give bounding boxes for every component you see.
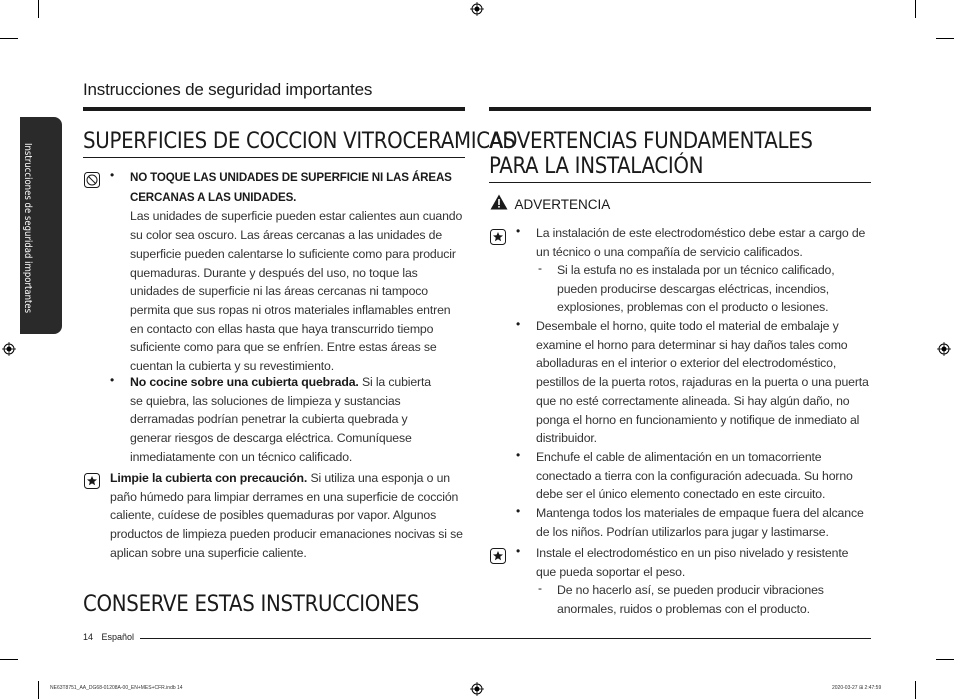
registration-mark-icon: [470, 2, 484, 16]
bullet-glyph: •: [110, 373, 115, 387]
footer-rule: [140, 638, 871, 639]
bullet-glyph: •: [516, 317, 521, 331]
list-item: Mantenga todos los materiales de empaque fuera del alcance de los niños. Podrían utilizarlos para jugar y lastimarse.: [536, 506, 864, 539]
crop-mark: [0, 659, 18, 660]
item-text: Las unidades de superficie pueden estar calientes aun cuando su color sea oscuro. Las áreas cercanas a las unidades de superficie pueden calentarse lo suficiente como para producir quemaduras. Durante y después del uso, no toque las unidades de superficie ni las áreas cercanas ni tampoco permita que sus ropas ni otros materiales inflamables entren en contacto con ellas hasta que haya transcurrido tiempo suficiente como para que se enfríen. Entre estas áreas se cuentan la cubierta y su revestimiento.: [130, 209, 463, 374]
header-rule-left: [83, 107, 465, 111]
list-item: Instale el electrodoméstico en un piso nivelado y resistente que pueda soportar el peso.: [536, 546, 849, 579]
star-note-icon: [490, 229, 506, 245]
bullet-glyph: •: [516, 224, 521, 238]
page-language: Español: [101, 632, 135, 642]
list-item: [130, 373, 440, 467]
crop-mark: [936, 659, 954, 660]
star-note-icon: [490, 548, 506, 564]
warning-label: ADVERTENCIA: [514, 197, 611, 212]
registration-mark-icon: [2, 342, 16, 356]
side-tab: [20, 117, 62, 334]
crop-mark: [915, 681, 916, 699]
right-title-line-1: ADVERTENCIAS FUNDAMENTALES: [489, 129, 813, 154]
caution-note: [110, 469, 466, 563]
sub-list-item: De no hacerlo así, se pueden producir vibraciones anormales, ruidos o problemas con el producto.: [557, 583, 824, 616]
crop-mark: [915, 0, 916, 18]
registration-mark-icon: [937, 342, 951, 356]
dash-glyph: -: [538, 581, 542, 595]
warning-triangle-icon: [490, 194, 508, 215]
conserve-title: CONSERVE ESTAS INSTRUCCIONES: [83, 592, 420, 617]
side-tab-label: Instrucciones de seguridad importantes: [22, 143, 33, 314]
list-item: Enchufe el cable de alimentación en un tomacorriente conectado a tierra con la configuración adecuada. Su horno debe ser el único elemento conectado en este circuito.: [536, 450, 853, 502]
crop-mark: [38, 681, 39, 699]
left-title-rule: [83, 157, 465, 158]
note-text: Si utiliza una esponja o un paño húmedo para limpiar derrames en una superficie de cocción caliente, cuídese de posibles quemaduras por vapor. Algunos productos de limpieza pueden producir emanaciones nocivas si se aplican sobre una superficie caliente.: [110, 471, 463, 560]
bullet-glyph: •: [110, 168, 115, 182]
right-title-line-2: PARA LA INSTALACIÓN: [489, 154, 704, 179]
page-header-title: Instrucciones de seguridad importantes: [83, 80, 373, 99]
item-text: Si la cubierta se quiebra, las soluciones de limpieza y sustancias derramadas podrían penetrar la cubierta quebrada y generar riesgos de descarga eléctrica. Comuníquese inmediatamente con un técnico calificado.: [130, 375, 431, 464]
sub-list-item: Si la estufa no es instalada por un técnico calificado, pueden producirse descargas eléctricas, incendios, explosiones, problemas con el producto o lesiones.: [557, 263, 835, 315]
note-lead: Limpie la cubierta con precaución.: [110, 471, 308, 485]
crop-mark: [38, 0, 39, 18]
crop-mark: [936, 38, 954, 39]
right-section-title: [489, 129, 871, 179]
crop-mark: [0, 38, 18, 39]
print-slug-left: NE63T8751_AA_DG68-01208A-00_EN+MES+CFR.indb 14: [50, 685, 183, 691]
item-lead: NO TOQUE LAS UNIDADES DE SUPERFICIE NI LAS ÁREAS CERCANAS A LAS UNIDADES.: [130, 171, 452, 204]
page-number: 14: [83, 632, 94, 642]
footer-page-number: [83, 632, 134, 642]
list-item: Desembale el horno, quite todo el material de embalaje y examine el horno para determinar si hay daños tales como abolladuras en el interior o exterior del electrodoméstico, pestillos de la puerta rotos, rajaduras en la puerta o una puerta que no esté correctamente alineada. Si hay algún daño, no ponga el horno en funcionamiento y notifique de inmediato al distribuidor.: [536, 319, 869, 446]
list-item: [130, 168, 466, 376]
print-slug-right: 2020-03-27 ⊞ 2:47:59: [832, 685, 882, 691]
bullet-glyph: •: [516, 504, 521, 518]
right-title-rule: [489, 182, 871, 183]
item-lead: No cocine sobre una cubierta quebrada.: [130, 375, 359, 389]
bullet-glyph: •: [516, 448, 521, 462]
warning-heading: [490, 194, 610, 212]
no-touch-icon: [84, 172, 100, 188]
dash-glyph: -: [538, 261, 542, 275]
star-note-icon: [84, 473, 100, 489]
list-item: La instalación de este electrodoméstico debe estar a cargo de un técnico o una compañía de servicio calificados.: [536, 226, 866, 259]
header-rule-right: [489, 107, 871, 111]
bullet-glyph: •: [516, 544, 521, 558]
registration-mark-icon: [470, 682, 484, 696]
left-section-title: SUPERFICIES DE COCCION VITROCERAMICAS: [83, 129, 516, 154]
